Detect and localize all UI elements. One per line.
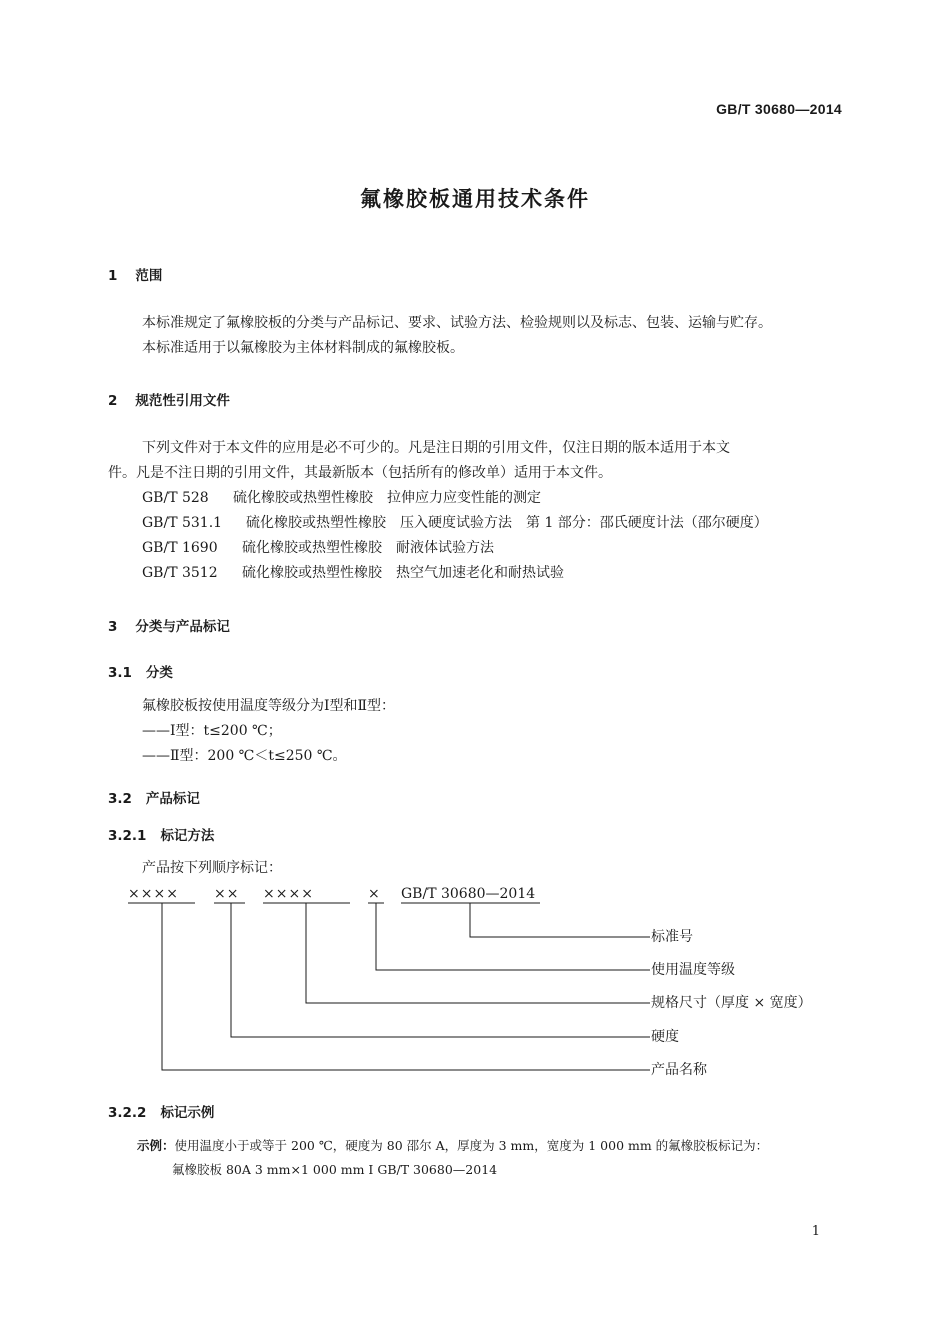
section-number: 3.2 — [108, 791, 132, 807]
size-code: ×××× — [263, 886, 314, 902]
marking-code-part-temperature: × — [368, 886, 380, 902]
marking-code-part-hardness: ×× — [214, 886, 240, 902]
page-number: 1 — [811, 1224, 820, 1239]
section-number: 1 — [108, 268, 118, 284]
reference-code: GB/T 3512 — [142, 565, 218, 581]
marking-code-part-name: ×××× — [128, 886, 179, 902]
document-title: 氟橡胶板通用技术条件 — [360, 187, 590, 211]
section-1-paragraph-2: 本标准适用于以氟橡胶为主体材料制成的氟橡胶板。 — [142, 340, 464, 356]
standard-number: GB/T 30680—2014 — [716, 101, 842, 117]
section-number: 3 — [108, 619, 118, 635]
section-title: 分类与产品标记 — [135, 619, 230, 635]
label-standard-number: 标准号 — [651, 929, 693, 945]
reference-code: GB/T 1690 — [142, 540, 218, 556]
reference-title: 硫化橡胶或热塑性橡胶 耐液体试验方法 — [242, 540, 494, 556]
section-1-paragraph-1: 本标准规定了氟橡胶板的分类与产品标记、要求、试验方法、检验规则以及标志、包装、运输与贮存。 — [142, 315, 772, 331]
section-number: 2 — [108, 393, 118, 409]
section-2-intro-line-2: 件。凡是不注日期的引用文件，其最新版本（包括所有的修改单）适用于本文件。 — [108, 465, 612, 481]
example-label: 示例： — [137, 1138, 175, 1153]
reference-title: 硫化橡胶或热塑性橡胶 热空气加速老化和耐热试验 — [242, 565, 564, 581]
leader-name — [162, 903, 650, 1070]
type-item: ——Ⅱ型：200 ℃＜t≤250 ℃。 — [142, 748, 347, 764]
example-code: 氟橡胶板 80A 3 mm×1 000 mm Ⅰ GB/T 30680—2014 — [172, 1162, 498, 1177]
leader-standard — [470, 903, 650, 937]
reference-code: GB/T 528 — [142, 490, 209, 506]
section-number: 3.2.2 — [108, 1105, 147, 1121]
section-title: 规范性引用文件 — [135, 393, 230, 409]
section-title: 标记方法 — [160, 828, 215, 844]
example-line — [137, 1136, 768, 1154]
section-title: 分类 — [145, 665, 173, 681]
section-number: 3.2.1 — [108, 828, 147, 844]
leader-size — [306, 903, 650, 1003]
section-3-2-2-heading — [108, 1101, 214, 1121]
section-number: 3.1 — [108, 665, 132, 681]
section-2-intro-line-1: 下列文件对于本文件的应用是必不可少的。凡是注日期的引用文件，仅注日期的版本适用于本文 — [142, 440, 730, 456]
marking-code-part-standard: GB/T 30680—2014 — [401, 886, 536, 902]
section-title: 产品标记 — [145, 791, 200, 807]
label-temperature-grade: 使用温度等级 — [651, 962, 735, 978]
section-3-1-text: 氟橡胶板按使用温度等级分为Ⅰ型和Ⅱ型： — [142, 698, 396, 714]
label-size: 规格尺寸（厚度 × 宽度） — [651, 995, 812, 1011]
marking-intro: 产品按下列顺序标记： — [142, 860, 282, 876]
reference-code: GB/T 531.1 — [142, 515, 223, 531]
reference-title: 硫化橡胶或热塑性橡胶 拉伸应力应变性能的测定 — [233, 490, 541, 506]
section-title: 范围 — [135, 268, 163, 284]
reference-title: 硫化橡胶或热塑性橡胶 压入硬度试验方法 第 1 部分：邵氏硬度计法（邵尔硬度） — [246, 515, 768, 531]
type-item: ——Ⅰ型：t≤200 ℃； — [142, 723, 282, 739]
label-product-name: 产品名称 — [651, 1062, 707, 1078]
label-hardness: 硬度 — [651, 1029, 679, 1045]
section-title: 标记示例 — [160, 1105, 215, 1121]
example-text: 使用温度小于或等于 200 ℃，硬度为 80 邵尔 A，厚度为 3 mm，宽度为 1 000 mm 的氟橡胶板标记为： — [174, 1138, 769, 1153]
